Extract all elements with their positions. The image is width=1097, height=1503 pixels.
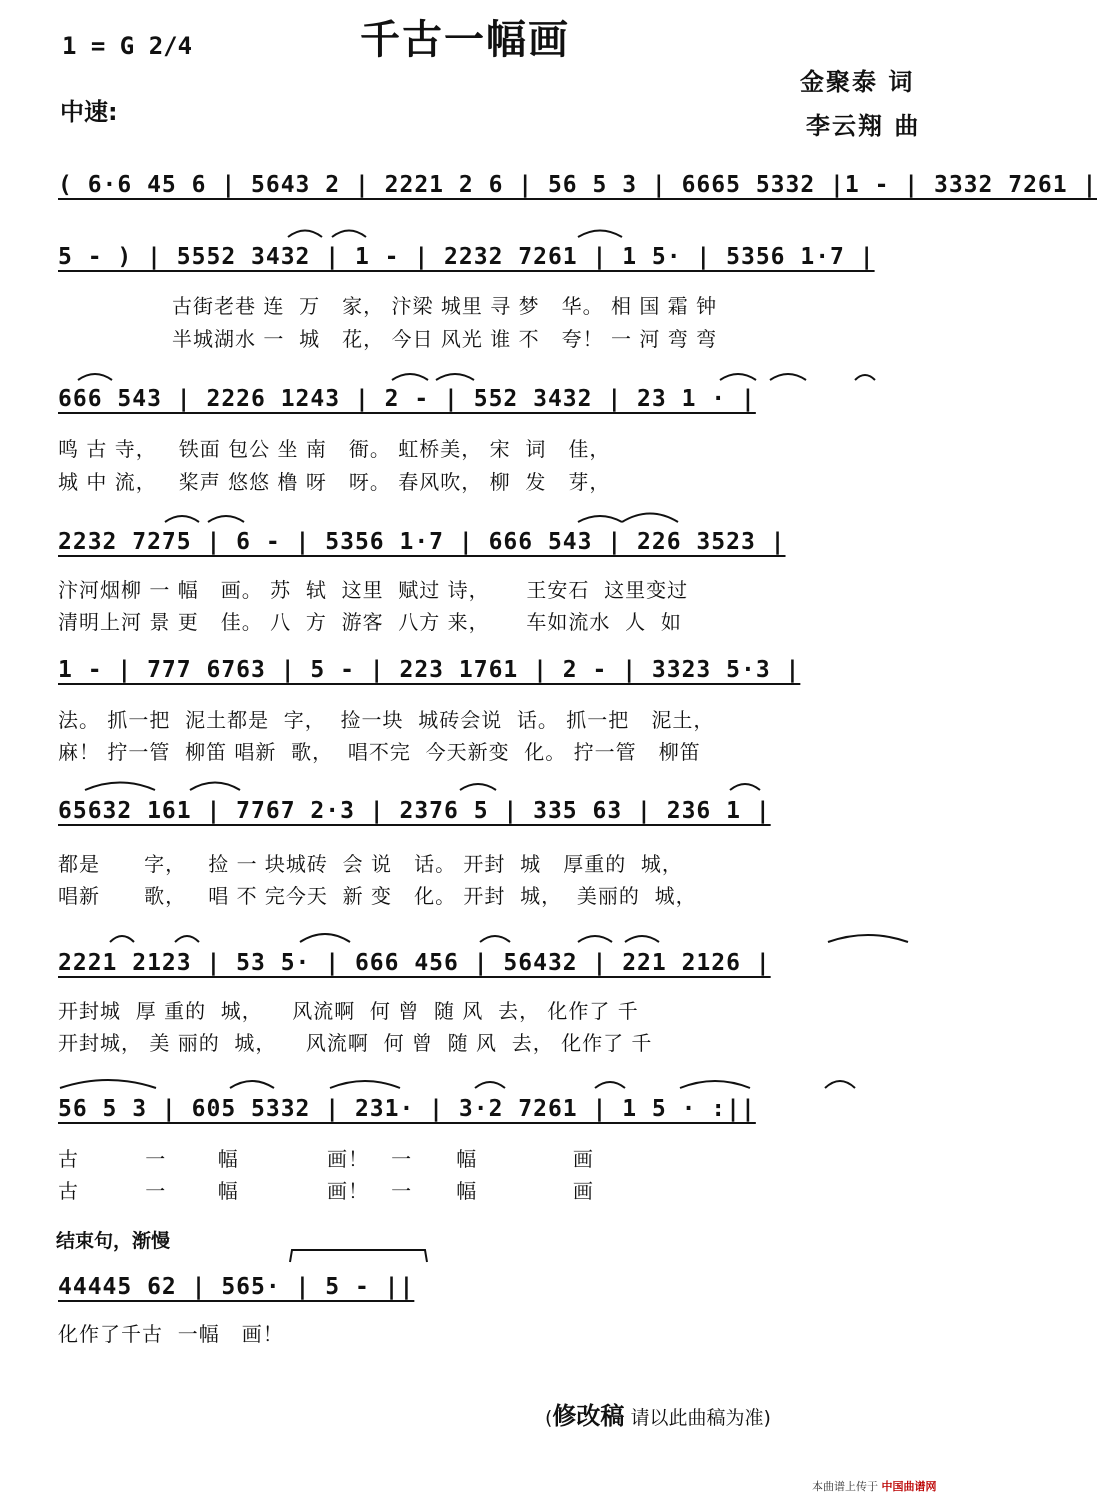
slur bbox=[332, 231, 366, 238]
slur bbox=[720, 374, 756, 380]
lyric-verse-1: 鸣 古 寺， 铁面 包公 坐 南 衙。 虹桥美， 宋 词 佳， bbox=[58, 437, 611, 461]
slur bbox=[330, 1081, 400, 1088]
lyricist-credit: 金聚泰 词 bbox=[800, 68, 915, 96]
lyric-ending: 化作了千古 一幅 画！ bbox=[58, 1322, 284, 1346]
lyric-verse-1: 法。 抓一把 泥土都是 字， 捡一块 城砖会说 话。 抓一把 泥土， bbox=[58, 708, 715, 732]
slur bbox=[825, 1081, 855, 1088]
slur bbox=[288, 231, 322, 238]
slur bbox=[730, 784, 760, 790]
slur bbox=[290, 1250, 427, 1262]
key-signature: 1 = G 2/4 bbox=[62, 32, 193, 60]
slur bbox=[392, 374, 428, 380]
slur bbox=[828, 935, 908, 942]
slur bbox=[78, 374, 112, 380]
notation-ending: 44445 62 | 565· | 5 - || bbox=[58, 1274, 415, 1300]
lyric-verse-1: 开封城 厚 重的 城， 风流啊 何 曾 随 风 去， 化作了 千 bbox=[58, 999, 639, 1023]
slur bbox=[230, 1081, 274, 1088]
slur bbox=[680, 1081, 750, 1088]
revision-note-bold: 修改稿 bbox=[552, 1402, 625, 1430]
slur bbox=[460, 784, 496, 790]
slur bbox=[595, 1082, 625, 1088]
revision-note: (修改稿 请以此曲稿为准) bbox=[545, 1402, 771, 1430]
notation-line-8: 56 5 3 | 605 5332 | 231· | 3·2 7261 | 1 5 · :|| bbox=[58, 1096, 756, 1122]
slur bbox=[436, 374, 474, 380]
slur bbox=[475, 1082, 505, 1088]
notation-line-5: 1 - | 777 6763 | 5 - | 223 1761 | 2 - | 3323 5·3 | bbox=[58, 657, 801, 683]
revision-note-text: 请以此曲稿为准 bbox=[630, 1407, 764, 1429]
lyric-verse-1: 古 一 幅 画！ 一 幅 画 bbox=[58, 1147, 594, 1171]
slur bbox=[60, 1080, 156, 1088]
notation-line-3: 666 543 | 2226 1243 | 2 - | 552 3432 | 23 1 · | bbox=[58, 386, 756, 412]
slur bbox=[300, 934, 350, 942]
slur bbox=[578, 936, 612, 942]
slur bbox=[625, 936, 659, 942]
slur bbox=[175, 936, 199, 942]
lyric-verse-2: 清明上河 景 更 佳。 八 方 游客 八方 来， 车如流水 人 如 bbox=[58, 610, 682, 634]
footer-brand: 中国曲谱网 bbox=[881, 1480, 937, 1493]
lyric-verse-2: 麻！ 拧一管 柳笛 唱新 歌， 唱不完 今天新变 化。 拧一管 柳笛 bbox=[58, 740, 701, 764]
ending-label: 结束句，渐慢 bbox=[56, 1230, 171, 1252]
slur bbox=[190, 783, 240, 791]
slur bbox=[480, 936, 510, 942]
lyric-verse-1: 都是 字， 捡 一 块城砖 会 说 话。 开封 城 厚重的 城， bbox=[58, 852, 683, 876]
notation-line-7: 2221 2123 | 53 5· | 666 456 | 56432 | 221 2126 | bbox=[58, 950, 771, 976]
lyric-verse-2: 开封城， 美 丽的 城， 风流啊 何 曾 随 风 去， 化作了 千 bbox=[58, 1031, 653, 1055]
slur bbox=[770, 374, 806, 380]
tempo-marking: 中速: bbox=[60, 98, 118, 126]
slur bbox=[110, 936, 134, 942]
slur bbox=[622, 514, 678, 523]
lyric-verse-2: 半城湖水 一 城 花， 今日 风光 谁 不 夸！ 一 河 弯 弯 bbox=[172, 327, 718, 351]
slur bbox=[578, 516, 622, 522]
notation-line-1: ( 6·6 45 6 | 5643 2 | 2221 2 6 | 56 5 3 | 6665 5332 |1 - | 3332 7261 | bbox=[58, 172, 1097, 198]
composer-credit: 李云翔 曲 bbox=[806, 112, 921, 140]
notation-line-4: 2232 7275 | 6 - | 5356 1·7 | 666 543 | 226 3523 | bbox=[58, 529, 786, 555]
lyric-verse-2: 古 一 幅 画！ 一 幅 画 bbox=[58, 1179, 594, 1203]
slur bbox=[85, 783, 155, 791]
lyric-verse-1: 古街老巷 连 万 家， 汴梁 城里 寻 梦 华。 相 国 霜 钟 bbox=[172, 294, 718, 318]
lyric-verse-2: 唱新 歌， 唱 不 完今天 新 变 化。 开封 城， 美丽的 城， bbox=[58, 884, 697, 908]
lyric-verse-1: 汴河烟柳 一 幅 画。 苏 轼 这里 赋过 诗， 王安石 这里变过 bbox=[58, 578, 689, 602]
slur bbox=[208, 516, 244, 522]
lyric-verse-2: 城 中 流， 桨声 悠悠 橹 呀 呀。 春风吹， 柳 发 芽， bbox=[58, 470, 611, 494]
slur bbox=[578, 231, 622, 238]
notation-line-2: 5 - ) | 5552 3432 | 1 - | 2232 7261 | 1 5· | 5356 1·7 | bbox=[58, 244, 875, 270]
slur bbox=[165, 516, 199, 522]
song-title: 千古一幅画 bbox=[360, 17, 570, 63]
footer-prefix: 本曲谱上传于 bbox=[812, 1480, 878, 1493]
notation-line-6: 65632 161 | 7767 2·3 | 2376 5 | 335 63 | 236 1 | bbox=[58, 798, 771, 824]
slur bbox=[855, 375, 875, 380]
